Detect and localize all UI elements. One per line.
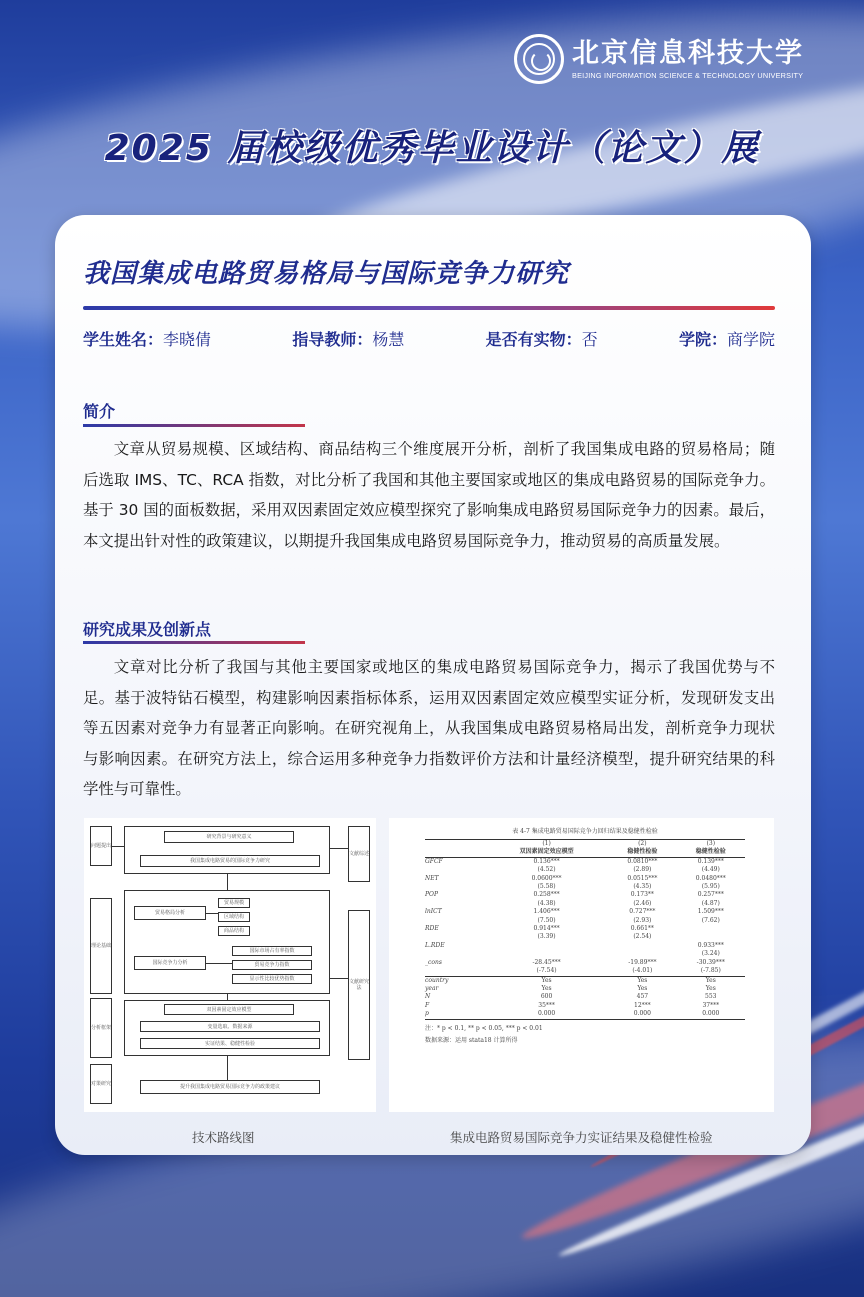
project-card xyxy=(55,215,811,1155)
table-cell: lnICT xyxy=(425,908,442,916)
table-cell xyxy=(425,917,485,925)
table-row xyxy=(425,1010,745,1019)
table-row xyxy=(425,917,745,925)
table-cell: 600 xyxy=(540,993,553,1001)
table-cell xyxy=(485,942,608,950)
table-cell: year xyxy=(425,984,439,992)
physical-value: 否 xyxy=(581,330,598,349)
flow-box: 显示性比较优势指数 xyxy=(232,974,312,984)
table-cell: 1.509*** xyxy=(697,908,724,916)
university-name-cn: 北京信息科技大学 xyxy=(572,37,804,69)
results-text: 文章对比分析了我国与其他主要国家或地区的集成电路贸易国际竞争力，揭示了我国优势与不足。基于波特钻石模型，构建影响因素指标体系，运用双因素固定效应模型实证分析，发现研发支出等五因素对竞争力有显著正向影响。在研究视角上，从我国集成电路贸易格局出发，剖析竞争力现状与影响因素。在研究方法上，综合运用多种竞争力指数评价方法和计量经济模型，提升研究结果的科学性与可靠性。 xyxy=(83,658,775,799)
table-cell: (1) xyxy=(485,840,608,849)
table-cell: 0.933*** xyxy=(697,941,724,949)
physical-label: 是否有实物： xyxy=(485,330,582,349)
flow-connector xyxy=(206,913,218,914)
table-cell xyxy=(425,933,485,941)
flow-box: 国际市场占有率指数 xyxy=(232,946,312,956)
table-cell: 0.0810*** xyxy=(627,857,658,865)
flow-box: 贸易竞争力指数 xyxy=(232,960,312,970)
flow-box: 贸易规模 xyxy=(218,898,250,908)
university-name-en: BEIJING INFORMATION SCIENCE & TECHNOLOGY UNIVERSITY xyxy=(572,70,804,80)
right-figure-caption: 集成电路贸易国际竞争力实证结果及稳健性检验 xyxy=(450,1130,713,1145)
table-cell xyxy=(425,900,485,908)
flow-connector xyxy=(330,848,348,849)
table-note: 注：* p < 0.1, ** p < 0.05, *** p < 0.01 xyxy=(425,1024,543,1032)
table-cell: (5.95) xyxy=(701,883,720,891)
regression-table-figure xyxy=(389,818,774,1112)
table-cell: (7.50) xyxy=(537,916,556,924)
table-cell xyxy=(425,840,485,849)
table-cell: Yes xyxy=(485,976,608,985)
table-row xyxy=(425,857,745,866)
results-heading: 研究成果及创新点 xyxy=(83,620,212,639)
table-cell: (2.93) xyxy=(633,916,652,924)
table-cell: Yes xyxy=(677,976,745,985)
flow-box: 双因素固定效应模型 xyxy=(164,1004,294,1015)
table-cell: _cons xyxy=(425,958,442,966)
flow-box: 我国集成电路贸易的国际竞争力研究 xyxy=(140,855,320,867)
intro-heading: 简介 xyxy=(83,402,116,421)
table-cell xyxy=(425,950,485,958)
advisor-name: 杨慧 xyxy=(372,330,405,349)
table-cell xyxy=(425,866,485,874)
table-cell: 0.000 xyxy=(485,1010,608,1019)
table-cell: 1.406*** xyxy=(533,908,560,916)
table-cell: 0.000 xyxy=(677,1010,745,1019)
table-row xyxy=(425,993,745,1001)
table-cell: (-7.85) xyxy=(700,967,721,975)
physical-field xyxy=(486,327,598,350)
student-name: 李晓倩 xyxy=(163,330,212,349)
flow-box: 贸易格局分析 xyxy=(134,906,206,920)
table-cell: GFCF xyxy=(425,857,443,865)
table-row xyxy=(425,925,745,933)
university-logo xyxy=(514,34,804,84)
table-cell: F xyxy=(425,1001,430,1009)
flow-connector xyxy=(206,963,232,964)
flow-side-box: 文献综述 xyxy=(348,826,370,882)
table-cell: Yes xyxy=(637,984,648,992)
table-cell xyxy=(425,848,485,857)
table-cell: (3.24) xyxy=(701,950,720,958)
flow-side-box: 理论基础 xyxy=(90,898,112,994)
table-cell: Yes xyxy=(608,976,676,985)
university-seal-icon xyxy=(514,34,564,84)
table-row xyxy=(425,985,745,993)
flow-box: 国际竞争力分析 xyxy=(134,956,206,970)
table-row xyxy=(425,976,745,985)
table-cell: RDE xyxy=(425,925,439,933)
flow-side-box: 文献研究法 xyxy=(348,910,370,1060)
flow-box: 区域结构 xyxy=(218,912,250,922)
table-cell: 0.257*** xyxy=(697,891,724,899)
flow-side-box: 问题提出 xyxy=(90,826,112,866)
table-row xyxy=(425,891,745,899)
table-cell: (2.54) xyxy=(633,933,652,941)
table-cell: Yes xyxy=(541,984,552,992)
table-cell: Yes xyxy=(705,984,716,992)
flow-connector xyxy=(227,1056,228,1080)
table-cell: NET xyxy=(425,874,439,882)
table-row xyxy=(425,967,745,976)
table-cell xyxy=(485,950,608,958)
flow-box: 商品结构 xyxy=(218,926,250,936)
table-cell: 0.661** xyxy=(630,925,654,933)
college-field xyxy=(679,327,775,350)
advisor-label: 指导教师： xyxy=(292,330,373,349)
table-cell: (-4.01) xyxy=(632,967,653,975)
table-row xyxy=(425,959,745,967)
table-cell: 457 xyxy=(636,993,649,1001)
table-source: 数据来源：运用 stata18 计算所得 xyxy=(425,1036,518,1044)
table-cell: 0.258*** xyxy=(533,891,560,899)
flow-box: 提升我国集成电路贸易国际竞争力的政策建议 xyxy=(140,1080,320,1094)
table-cell: -19.89*** xyxy=(628,958,657,966)
table-row xyxy=(425,866,745,874)
table-cell: 双因素固定效应模型 xyxy=(485,848,608,857)
table-cell: 0.173** xyxy=(630,891,654,899)
table-cell: (2.89) xyxy=(633,866,652,874)
table-row xyxy=(425,908,745,916)
flow-connector xyxy=(112,846,124,847)
table-cell: 0.0515*** xyxy=(627,874,658,882)
table-cell: (3) xyxy=(677,840,745,849)
table-cell xyxy=(677,933,745,941)
table-row xyxy=(425,933,745,941)
table-cell: 0.727*** xyxy=(629,908,656,916)
project-title: 我国集成电路贸易格局与国际竞争力研究 xyxy=(83,259,570,289)
table-cell: (-7.54) xyxy=(536,967,557,975)
table-cell: (4.52) xyxy=(537,866,556,874)
table-cell xyxy=(425,883,485,891)
table-cell: 37*** xyxy=(702,1001,720,1009)
table-cell: (4.38) xyxy=(537,899,556,907)
table-cell: country xyxy=(425,976,485,985)
table-row xyxy=(425,950,745,958)
table-cell: (4.49) xyxy=(701,866,720,874)
table-cell: (5.58) xyxy=(537,883,556,891)
table-row xyxy=(425,875,745,883)
intro-divider xyxy=(83,424,305,427)
title-divider xyxy=(83,306,775,310)
table-cell: (7.62) xyxy=(701,916,720,924)
university-name xyxy=(572,39,804,80)
flow-box: 实证结果、稳健性检验 xyxy=(140,1038,320,1049)
student-label: 学生姓名： xyxy=(83,330,164,349)
results-divider xyxy=(83,641,305,644)
table-row xyxy=(425,1002,745,1010)
table-cell: (2) xyxy=(608,840,676,849)
table-cell: -28.45*** xyxy=(532,958,561,966)
left-figure-caption: 技术路线图 xyxy=(192,1130,255,1145)
table-cell: 0.139*** xyxy=(697,857,724,865)
flow-box: 变量选取、数据来源 xyxy=(140,1021,320,1032)
table-cell: N xyxy=(425,993,431,1001)
table-cell: 12*** xyxy=(634,1001,651,1009)
table-row xyxy=(425,900,745,908)
intro-text: 文章从贸易规模、区域结构、商品结构三个维度展开分析，剖析了我国集成电路的贸易格局；随后选取 IMS、TC、RCA 指数，对比分析了我国和其他主要国家或地区的集成电路贸易的国际竞争力。基于 30 国的面板数据，采用双因素固定效应模型探究了影响集成电路贸易国际竞争力的因素。最后，本文提出针对性的政策建议，以期提升我国集成电路贸易国际竞争力，推动贸易的高质量发展。 xyxy=(83,440,775,550)
table-cell xyxy=(677,925,745,933)
table-cell xyxy=(608,950,676,958)
technical-roadmap-figure xyxy=(84,818,376,1112)
table-row xyxy=(425,883,745,891)
flow-connector xyxy=(227,994,228,1000)
flow-side-box: 对策研究 xyxy=(90,1064,112,1104)
table-cell: 稳健性检验 xyxy=(677,848,745,857)
flow-connector xyxy=(227,874,228,890)
table-row xyxy=(425,848,745,857)
flow-connector xyxy=(330,978,348,979)
table-row xyxy=(425,942,745,950)
flow-box: 研究背景与研究意义 xyxy=(164,831,294,843)
table-cell: 0.0480*** xyxy=(695,874,726,882)
table-cell xyxy=(608,942,676,950)
table-cell: POP xyxy=(425,891,438,899)
table-cell: 35*** xyxy=(538,1001,555,1009)
table-cell: 0.914*** xyxy=(533,925,560,933)
flow-side-box: 分析框架 xyxy=(90,998,112,1058)
college-name: 商学院 xyxy=(726,330,775,349)
regression-table xyxy=(425,826,745,1044)
table-caption: 表 4-7 集成电路贸易国际竞争力回归结果及稳健性检验 xyxy=(512,828,658,835)
table-cell: L.RDE xyxy=(425,941,445,949)
exhibition-banner: 2025 届校级优秀毕业设计（论文）展 xyxy=(104,128,760,169)
table-cell: (2.46) xyxy=(633,899,652,907)
student-field xyxy=(83,327,211,350)
table-cell: 稳健性检验 xyxy=(608,848,676,857)
table-cell: 0.0600*** xyxy=(531,874,562,882)
table-cell: (4.35) xyxy=(633,883,652,891)
table-cell: p xyxy=(425,1010,485,1019)
table-cell: 0.136*** xyxy=(533,857,560,865)
college-label: 学院： xyxy=(678,330,727,349)
table-cell: 0.000 xyxy=(608,1010,676,1019)
advisor-field xyxy=(292,327,404,350)
project-meta xyxy=(83,327,775,350)
table-cell xyxy=(425,967,485,976)
table-cell: 553 xyxy=(705,993,717,1001)
table-cell: (4.87) xyxy=(701,899,720,907)
table-cell: (3.39) xyxy=(537,933,556,941)
table-cell: -30.39*** xyxy=(696,958,725,966)
